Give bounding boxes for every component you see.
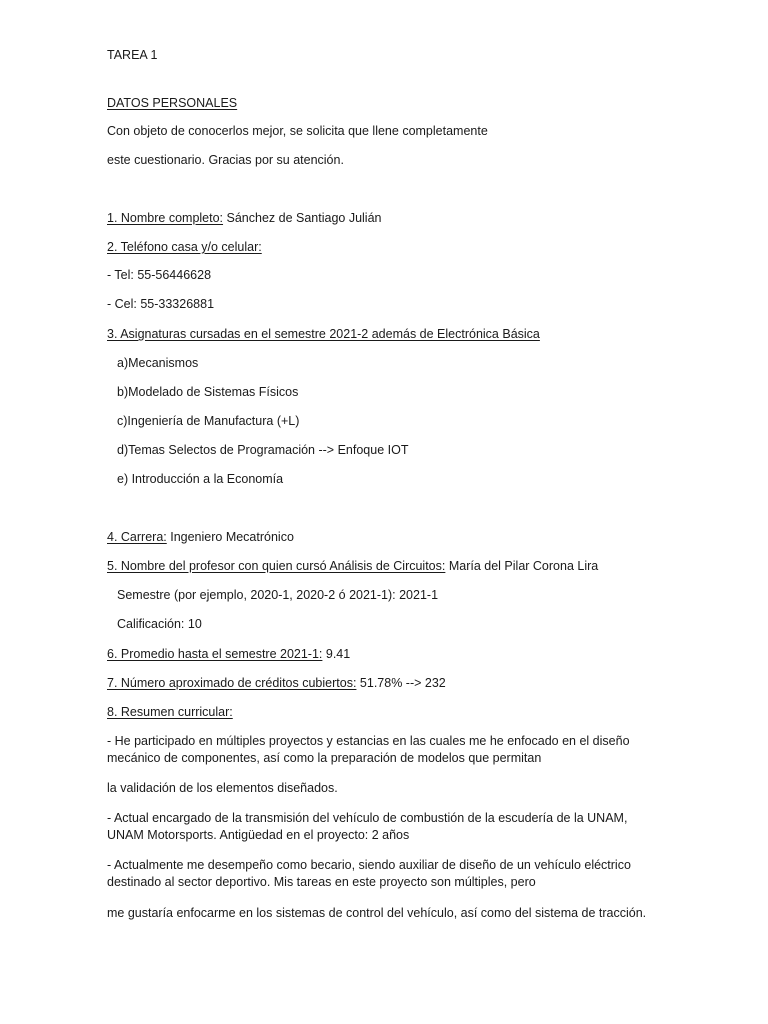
semestre-line: Semestre (por ejemplo, 2020-1, 2020-2 ó 2021-1): 2021-1 bbox=[117, 588, 439, 602]
resume-paragraph-2: - Actual encargado de la transmisión del vehículo de combustión de la escudería de la UNAM, UNAM Motorsports. Antigüedad en el proyecto: 2 años bbox=[107, 811, 628, 842]
intro-line-1: Con objeto de conocerlos mejor, se solicita que llene completamente bbox=[107, 124, 488, 138]
resume-paragraph-1: - He participado en múltiples proyectos y estancias en las cuales me he enfocado en el diseño mecánico de componentes, así como la preparación de modelos que permitan bbox=[107, 734, 630, 765]
question-2-label: 2. Teléfono casa y/o celular: bbox=[107, 240, 262, 254]
question-4-label: 4. Carrera: bbox=[107, 530, 167, 544]
question-8-label: 8. Resumen curricular: bbox=[107, 705, 233, 719]
subject-item-b: b)Modelado de Sistemas Físicos bbox=[117, 385, 299, 399]
document-title: TAREA 1 bbox=[107, 48, 158, 62]
question-4 bbox=[107, 530, 294, 545]
resume-paragraph-3: - Actualmente me desempeño como becario, siendo auxiliar de diseño de un vehículo eléctrico destinado al sector deportivo. Mis tareas en este proyecto son múltiples, pero bbox=[107, 858, 631, 889]
question-6-value: 9.41 bbox=[322, 647, 351, 661]
phone-tel: - Tel: 55-56446628 bbox=[107, 268, 212, 282]
subject-item-d: d)Temas Selectos de Programación --> Enfoque IOT bbox=[117, 443, 409, 457]
question-1 bbox=[107, 211, 381, 226]
question-5-label: 5. Nombre del profesor con quien cursó Análisis de Circuitos: bbox=[107, 559, 446, 573]
question-5-value: María del Pilar Corona Lira bbox=[445, 559, 599, 573]
question-4-value: Ingeniero Mecatrónico bbox=[166, 530, 294, 544]
subject-item-a: a)Mecanismos bbox=[117, 356, 199, 370]
question-1-value: Sánchez de Santiago Julián bbox=[223, 211, 382, 225]
question-5 bbox=[107, 559, 598, 574]
question-7 bbox=[107, 676, 446, 691]
intro-line-2: este cuestionario. Gracias por su atención. bbox=[107, 153, 344, 167]
subject-item-c: c)Ingeniería de Manufactura (+L) bbox=[117, 414, 300, 428]
question-1-label: 1. Nombre completo: bbox=[107, 211, 224, 225]
subject-item-e: e) Introducción a la Economía bbox=[117, 472, 284, 486]
question-3-label: 3. Asignaturas cursadas en el semestre 2021-2 además de Electrónica Básica bbox=[107, 327, 540, 341]
question-7-value: 51.78% --> 232 bbox=[356, 676, 446, 690]
question-7-label: 7. Número aproximado de créditos cubiertos: bbox=[107, 676, 357, 690]
question-6-label: 6. Promedio hasta el semestre 2021-1: bbox=[107, 647, 323, 661]
resume-paragraph-3-continued: me gustaría enfocarme en los sistemas de control del vehículo, así como del sistema de tracción. bbox=[107, 906, 647, 920]
calificacion-line: Calificación: 10 bbox=[117, 617, 202, 631]
phone-cel: - Cel: 55-33326881 bbox=[107, 297, 215, 311]
question-6 bbox=[107, 647, 350, 662]
resume-paragraph-1-continued: la validación de los elementos diseñados. bbox=[107, 781, 338, 795]
section-heading: DATOS PERSONALES bbox=[107, 96, 238, 110]
